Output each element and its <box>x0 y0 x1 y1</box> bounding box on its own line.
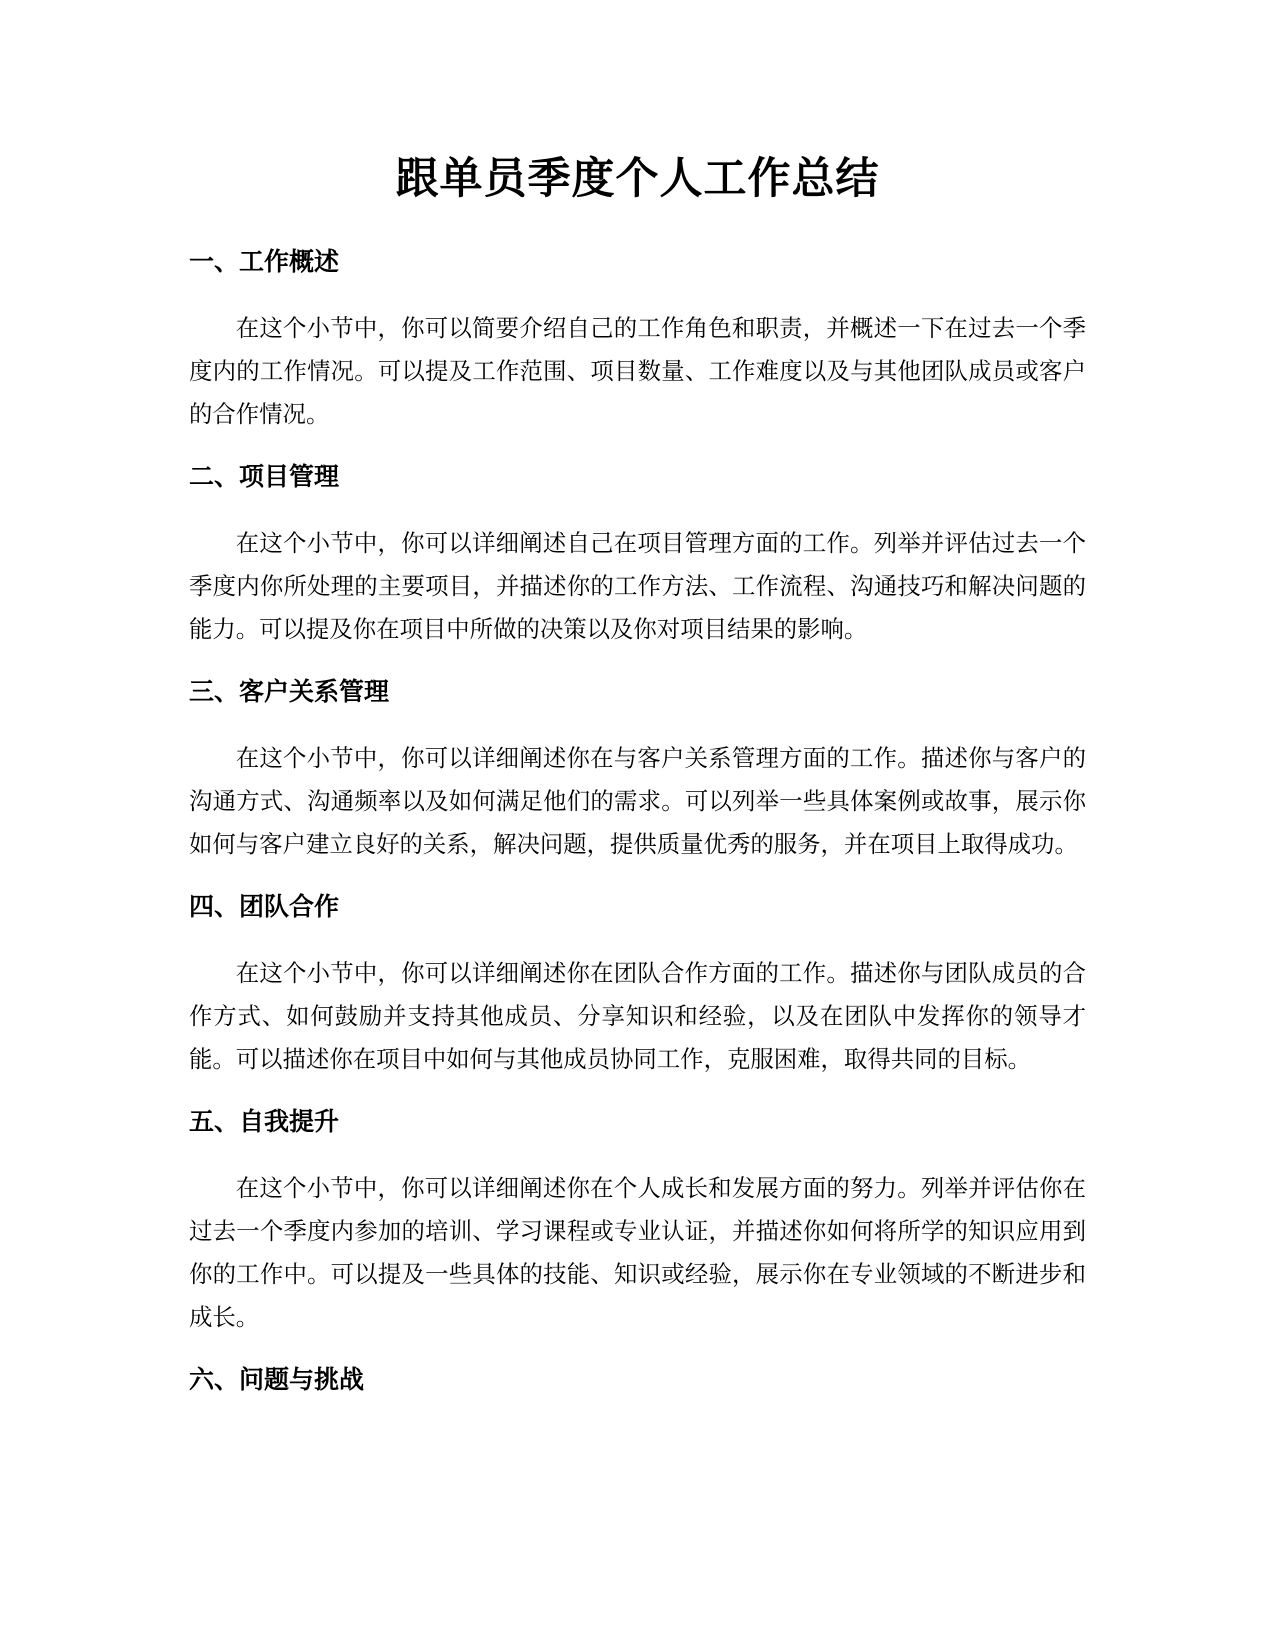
section-heading: 二、项目管理 <box>189 462 340 491</box>
section-paragraph: 在这个小节中，你可以详细阐述自己在项目管理方面的工作。列举并评估过去一个季度内你所处理的主要项目，并描述你的工作方法、工作流程、沟通技巧和解决问题的能力。可以提及你在项目中所做的决策以及你对项目结果的影响。 <box>189 529 1086 643</box>
section-customer-relations <box>189 674 1086 866</box>
section-teamwork <box>189 889 1086 1081</box>
section-heading: 三、客户关系管理 <box>189 677 390 706</box>
section-paragraph: 在这个小节中，你可以详细阐述你在个人成长和发展方面的努力。列举并评估你在过去一个季度内参加的培训、学习课程或专业认证，并描述你如何将所学的知识应用到你的工作中。可以提及一些具体的技能、知识或经验，展示你在专业领域的不断进步和成长。 <box>189 1174 1086 1331</box>
section-heading: 六、问题与挑战 <box>189 1365 365 1394</box>
section-self-improvement <box>189 1104 1086 1339</box>
section-heading: 四、团队合作 <box>189 892 340 921</box>
section-paragraph: 在这个小节中，你可以详细阐述你在团队合作方面的工作。描述你与团队成员的合作方式、如何鼓励并支持其他成员、分享知识和经验，以及在团队中发挥你的领导才能。可以描述你在项目中如何与其他成员协同工作，克服困难，取得共同的目标。 <box>189 959 1086 1073</box>
document-title: 跟单员季度个人工作总结 <box>395 154 880 204</box>
section-heading: 一、工作概述 <box>189 247 340 276</box>
section-project-management <box>189 459 1086 651</box>
section-work-overview <box>189 244 1086 436</box>
section-paragraph: 在这个小节中，你可以详细阐述你在与客户关系管理方面的工作。描述你与客户的沟通方式、沟通频率以及如何满足他们的需求。可以列举一些具体案例或故事，展示你如何与客户建立良好的关系，解决问题，提供质量优秀的服务，并在项目上取得成功。 <box>189 744 1086 858</box>
section-problems-challenges <box>189 1362 1086 1398</box>
section-paragraph: 在这个小节中，你可以简要介绍自己的工作角色和职责，并概述一下在过去一个季度内的工作情况。可以提及工作范围、项目数量、工作难度以及与其他团队成员或客户的合作情况。 <box>189 314 1086 428</box>
section-heading: 五、自我提升 <box>189 1107 340 1136</box>
